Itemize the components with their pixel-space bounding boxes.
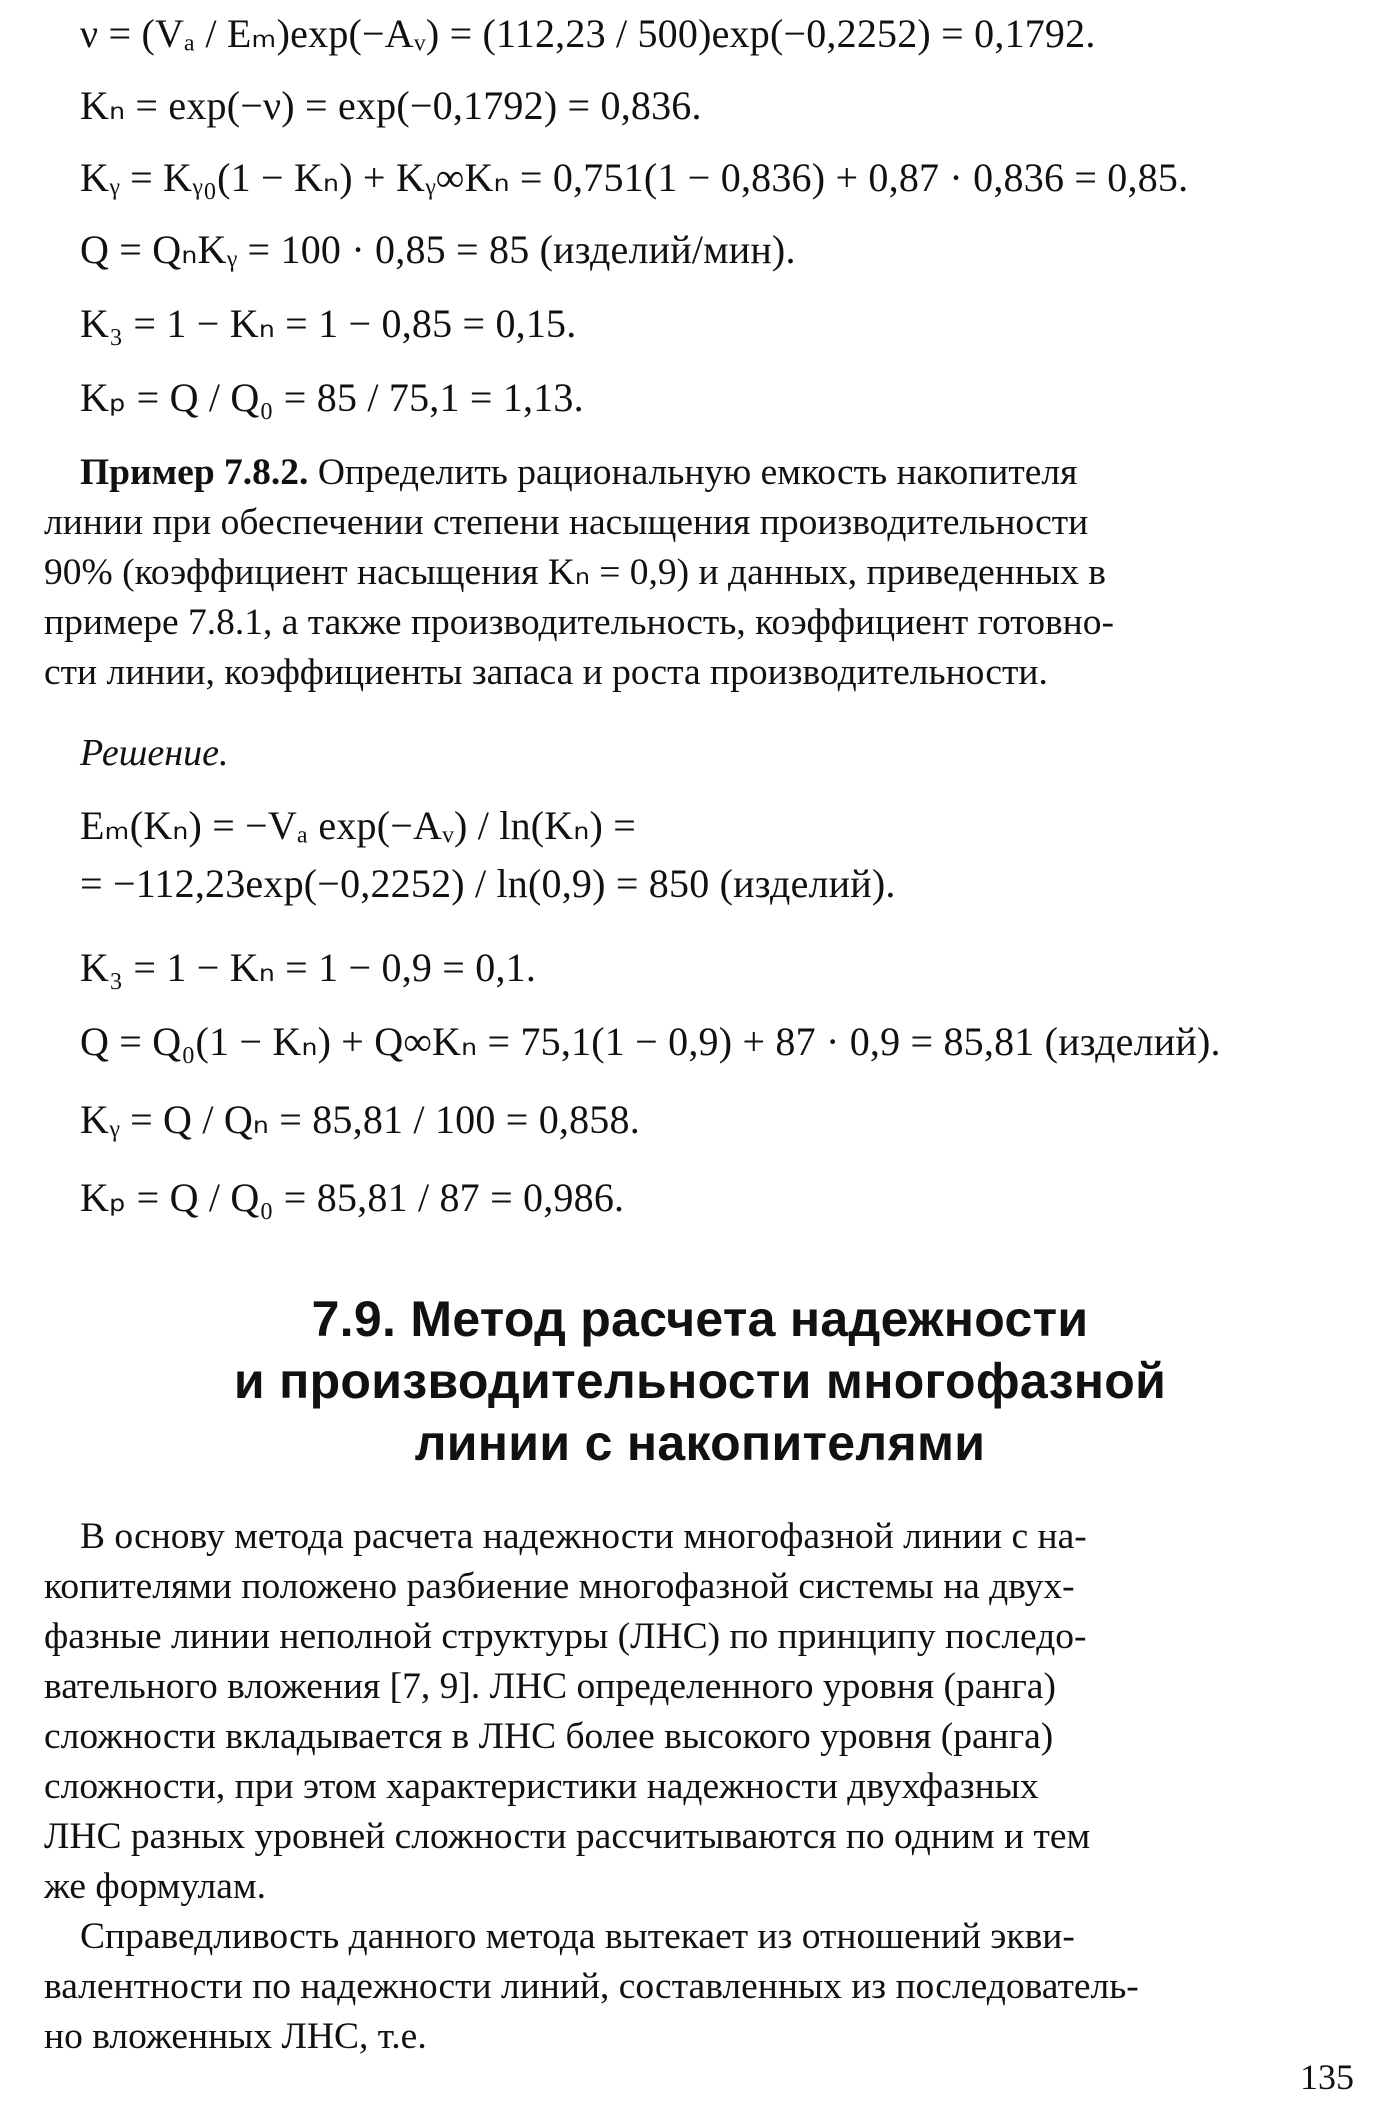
heading-line: и производительности многофазной [233,1353,1167,1409]
formula-line: Eₘ(Kₙ) = −Vₐ exp(−Aᵥ) / ln(Kₙ) = [80,803,637,848]
formula-line: Kₙ = exp(−ν) = exp(−0,1792) = 0,836. [80,83,702,128]
body-paragraph [44,1912,1364,2062]
paragraph-line: ЛНС разных уровней сложности рассчитываются по одним и тем [44,1816,1091,1857]
paragraph-line: вательного вложения [7, 9]. ЛНС определенного уровня (ранга) [44,1666,1056,1707]
solution-label: Решение. [80,732,229,774]
paragraph-line: сложности, при этом характеристики надежности двухфазных [44,1766,1039,1807]
paragraph-line: валентности по надежности линий, составленных из последователь- [44,1966,1139,2007]
paragraph-line: фазные линии неполной структуры (ЛНС) по принципу последо- [44,1616,1087,1657]
formula-line: = −112,23exp(−0,2252) / ln(0,9) = 850 (изделий). [80,861,896,906]
example-text: примере 7.8.1, а также производительность, коэффициент готовно- [44,602,1114,643]
formula-line: Q = Q₀(1 − Kₙ) + Q∞Kₙ = 75,1(1 − 0,9) + 87 · 0,9 = 85,81 (изделий). [80,1019,1221,1064]
paragraph-line: но вложенных ЛНС, т.е. [44,2016,427,2057]
paragraph-line: копителями положено разбиение многофазной системы на двух- [44,1566,1075,1607]
formula-line: Kₚ = Q / Q₀ = 85 / 75,1 = 1,13. [80,375,584,420]
paragraph-line: Справедливость данного метода вытекает из отношений экви- [80,1916,1075,1957]
example-text: 90% (коэффициент насыщения Kₙ = 0,9) и данных, приведенных в [44,552,1106,593]
section-heading [100,1288,1300,1474]
example-paragraph [44,448,1364,698]
formula-line: Q = QₙKᵧ = 100 · 0,85 = 85 (изделий/мин). [80,227,796,272]
formula-line: Kᵧ = Q / Qₙ = 85,81 / 100 = 0,858. [80,1097,640,1142]
page-number: 135 [1300,2057,1354,2097]
example-text: сти линии, коэффициенты запаса и роста производительности. [44,652,1048,693]
formula-line: K₃ = 1 − Kₙ = 1 − 0,85 = 0,15. [80,301,577,346]
paragraph-line: же формулам. [44,1866,266,1907]
example-text: Определить рациональную емкость накопителя [308,452,1078,493]
heading-line: линии с накопителями [414,1415,986,1471]
paragraph-line: сложности вкладывается в ЛНС более высокого уровня (ранга) [44,1716,1054,1757]
formula-line: K₃ = 1 − Kₙ = 1 − 0,9 = 0,1. [80,945,537,990]
formula-line: Kₚ = Q / Q₀ = 85,81 / 87 = 0,986. [80,1175,625,1220]
paragraph-line: В основу метода расчета надежности многофазной линии с на- [80,1516,1087,1557]
body-paragraph [44,1512,1364,1912]
heading-line: 7.9. Метод расчета надежности [311,1291,1089,1347]
example-label: Пример 7.8.2. [80,452,309,493]
example-text: линии при обеспечении степени насыщения производительности [44,502,1089,543]
formula-line: Kᵧ = Kᵧ₀(1 − Kₙ) + Kᵧ∞Kₙ = 0,751(1 − 0,836) + 0,87 · 0,836 = 0,85. [80,155,1189,200]
formula-line: ν = (Vₐ / Eₘ)exp(−Aᵥ) = (112,23 / 500)exp(−0,2252) = 0,1792. [80,11,1096,56]
